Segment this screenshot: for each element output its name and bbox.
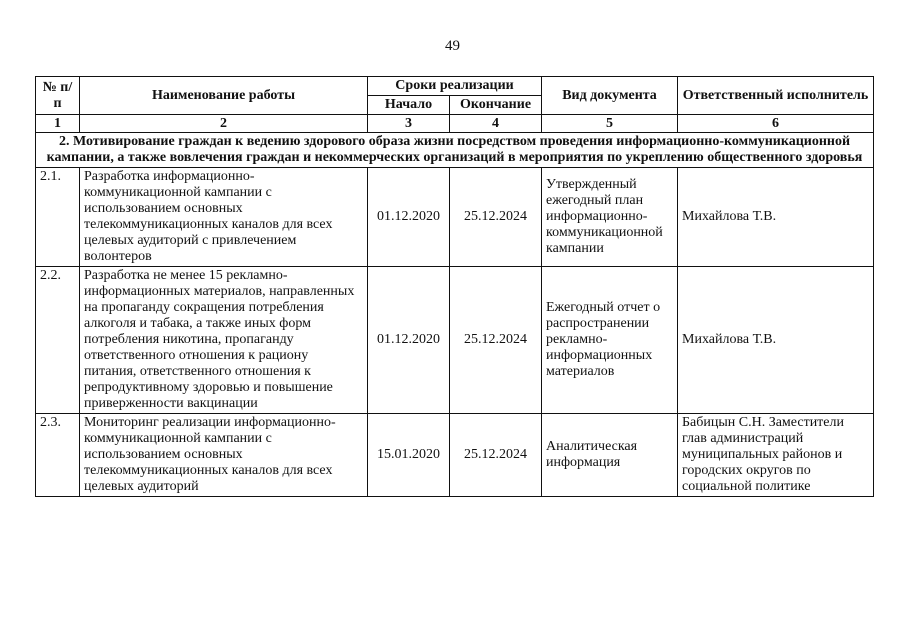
col-number-6: 6 (678, 115, 874, 133)
col-number-2: 2 (80, 115, 368, 133)
row-name: Мониторинг реализации информационно-коммуникационной кампании с использованием основных телекоммуникационных каналов для всех целевых аудиторий (80, 414, 368, 497)
row-doc-type: Утвержденный ежегодный план информационно-коммуникационной кампании (542, 168, 678, 267)
row-num: 2.3. (36, 414, 80, 497)
row-num: 2.2. (36, 267, 80, 414)
table-row (36, 414, 874, 497)
row-doc-type: Ежегодный отчет о распространении рекламно-информационных материалов (542, 267, 678, 414)
col-number-5: 5 (542, 115, 678, 133)
header-num: № п/п (36, 77, 80, 115)
header-start: Начало (368, 96, 450, 115)
row-name: Разработка не менее 15 рекламно-информационных материалов, направленных на пропаганду сокращения потребления алкоголя и табака, а также иных форм потребления никотина, пропаганду ответственного отношения к рациону питания, ответственного отношения к репродуктивному здоровью и повышение приверженности вакцинации (80, 267, 368, 414)
section-row (36, 133, 874, 168)
row-start: 15.01.2020 (368, 414, 450, 497)
col-number-1: 1 (36, 115, 80, 133)
table-row (36, 168, 874, 267)
col-number-3: 3 (368, 115, 450, 133)
plan-table (35, 76, 874, 497)
header-doc-type: Вид документа (542, 77, 678, 115)
row-start: 01.12.2020 (368, 267, 450, 414)
row-end: 25.12.2024 (450, 267, 542, 414)
table-row (36, 267, 874, 414)
header-terms: Сроки реализации (368, 77, 542, 96)
row-end: 25.12.2024 (450, 414, 542, 497)
header-end: Окончание (450, 96, 542, 115)
row-num: 2.1. (36, 168, 80, 267)
row-responsible: Михайлова Т.В. (678, 168, 874, 267)
column-numbers-row (36, 115, 874, 133)
row-responsible: Бабицын С.Н. Заместители глав администраций муниципальных районов и городских округов по социальной политике (678, 414, 874, 497)
row-doc-type: Аналитическая информация (542, 414, 678, 497)
header-name: Наименование работы (80, 77, 368, 115)
header-responsible: Ответственный исполнитель (678, 77, 874, 115)
row-name: Разработка информационно-коммуникационной кампании с использованием основных телекоммуникационных каналов для всех целевых аудиторий с привлечением волонтеров (80, 168, 368, 267)
row-start: 01.12.2020 (368, 168, 450, 267)
row-responsible: Михайлова Т.В. (678, 267, 874, 414)
header-row (36, 77, 874, 96)
row-end: 25.12.2024 (450, 168, 542, 267)
col-number-4: 4 (450, 115, 542, 133)
section-title: 2. Мотивирование граждан к ведению здорового образа жизни посредством проведения информационно-коммуникационной кампании, а также вовлечения граждан и некоммерческих организаций в мероприятия по укреплению общественного здоровья (36, 133, 874, 168)
page-number: 49 (445, 38, 460, 54)
